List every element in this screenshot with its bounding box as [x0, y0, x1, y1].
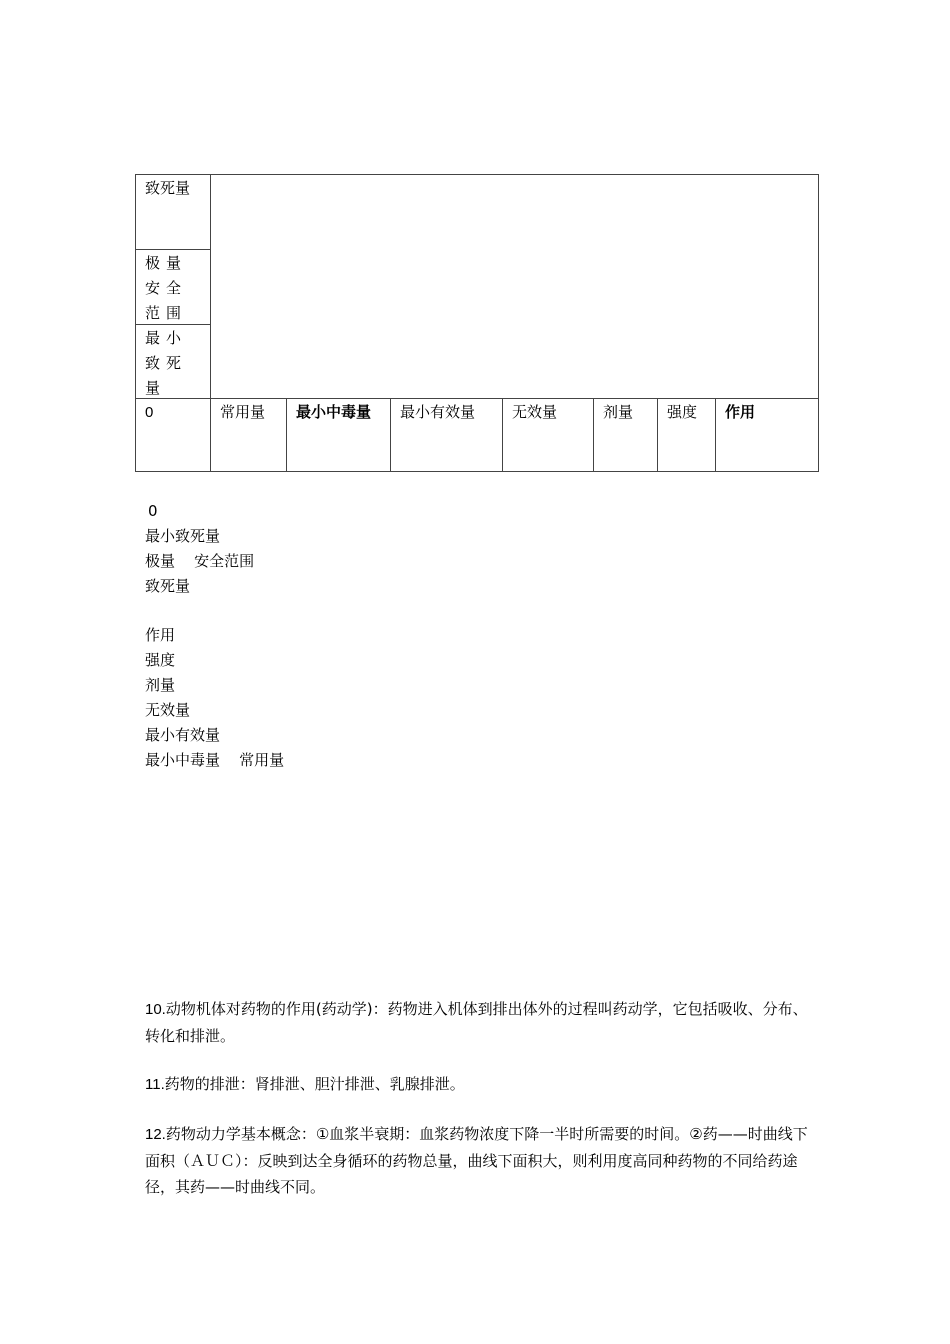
- paragraph-text: 药物的排泄：肾排泄、胆汁排泄、乳腺排泄。: [164, 1075, 465, 1093]
- paragraph-12: [145, 1121, 815, 1200]
- paragraph-number: 11.: [145, 1076, 165, 1093]
- paragraph-number: 10.: [145, 1001, 166, 1018]
- paragraph-text: 药物动力学基本概念：①血浆半衰期：血浆药物浓度下降一半时所需要的时间。②药——时曲线下面积（ＡＵＣ）：反映到达全身循环的药物总量，曲线下面积大，则利用度高同种药物的不同给药途径，其药——时曲线不同。: [145, 1125, 808, 1196]
- cell-common-dose: 常用量: [220, 403, 266, 421]
- cell-ineffective-dose: 无效量: [512, 403, 558, 421]
- list-item: 极量 安全范围: [145, 552, 255, 570]
- list-item: 致死量: [145, 577, 191, 595]
- list-item: 无效量: [145, 701, 191, 719]
- cell-min-lethal-dose: 最小致死量: [145, 329, 188, 397]
- list-item: 作用: [145, 626, 176, 644]
- list-item: 最小致死量: [145, 527, 221, 545]
- cell-min-toxic-dose: 最小中毒量: [296, 403, 372, 421]
- paragraph-10: [145, 996, 815, 1049]
- list-item: 0: [148, 502, 158, 520]
- paragraph-number: 12.: [145, 1126, 166, 1143]
- cell-effect: 作用: [725, 403, 756, 421]
- dose-table: [135, 174, 819, 472]
- cell-dose: 剂量: [603, 403, 634, 421]
- list-item: 最小有效量: [145, 726, 221, 744]
- cell-lethal-dose: 致死量: [145, 179, 191, 197]
- cell-min-effective-dose: 最小有效量: [400, 403, 476, 421]
- list-item: 剂量: [145, 676, 176, 694]
- cell-max-dose-safety-range: 极量安全范围: [145, 254, 188, 322]
- paragraph-text: 动物机体对药物的作用(药动学)：药物进入机体到排出体外的过程叫药动学，它包括吸收、分布、转化和排泄。: [145, 1000, 808, 1045]
- cell-intensity: 强度: [667, 403, 698, 421]
- cell-zero: 0: [145, 404, 154, 421]
- paragraph-11: [145, 1071, 815, 1098]
- list-item: 最小中毒量 常用量: [145, 751, 285, 769]
- list-item: 强度: [145, 651, 176, 669]
